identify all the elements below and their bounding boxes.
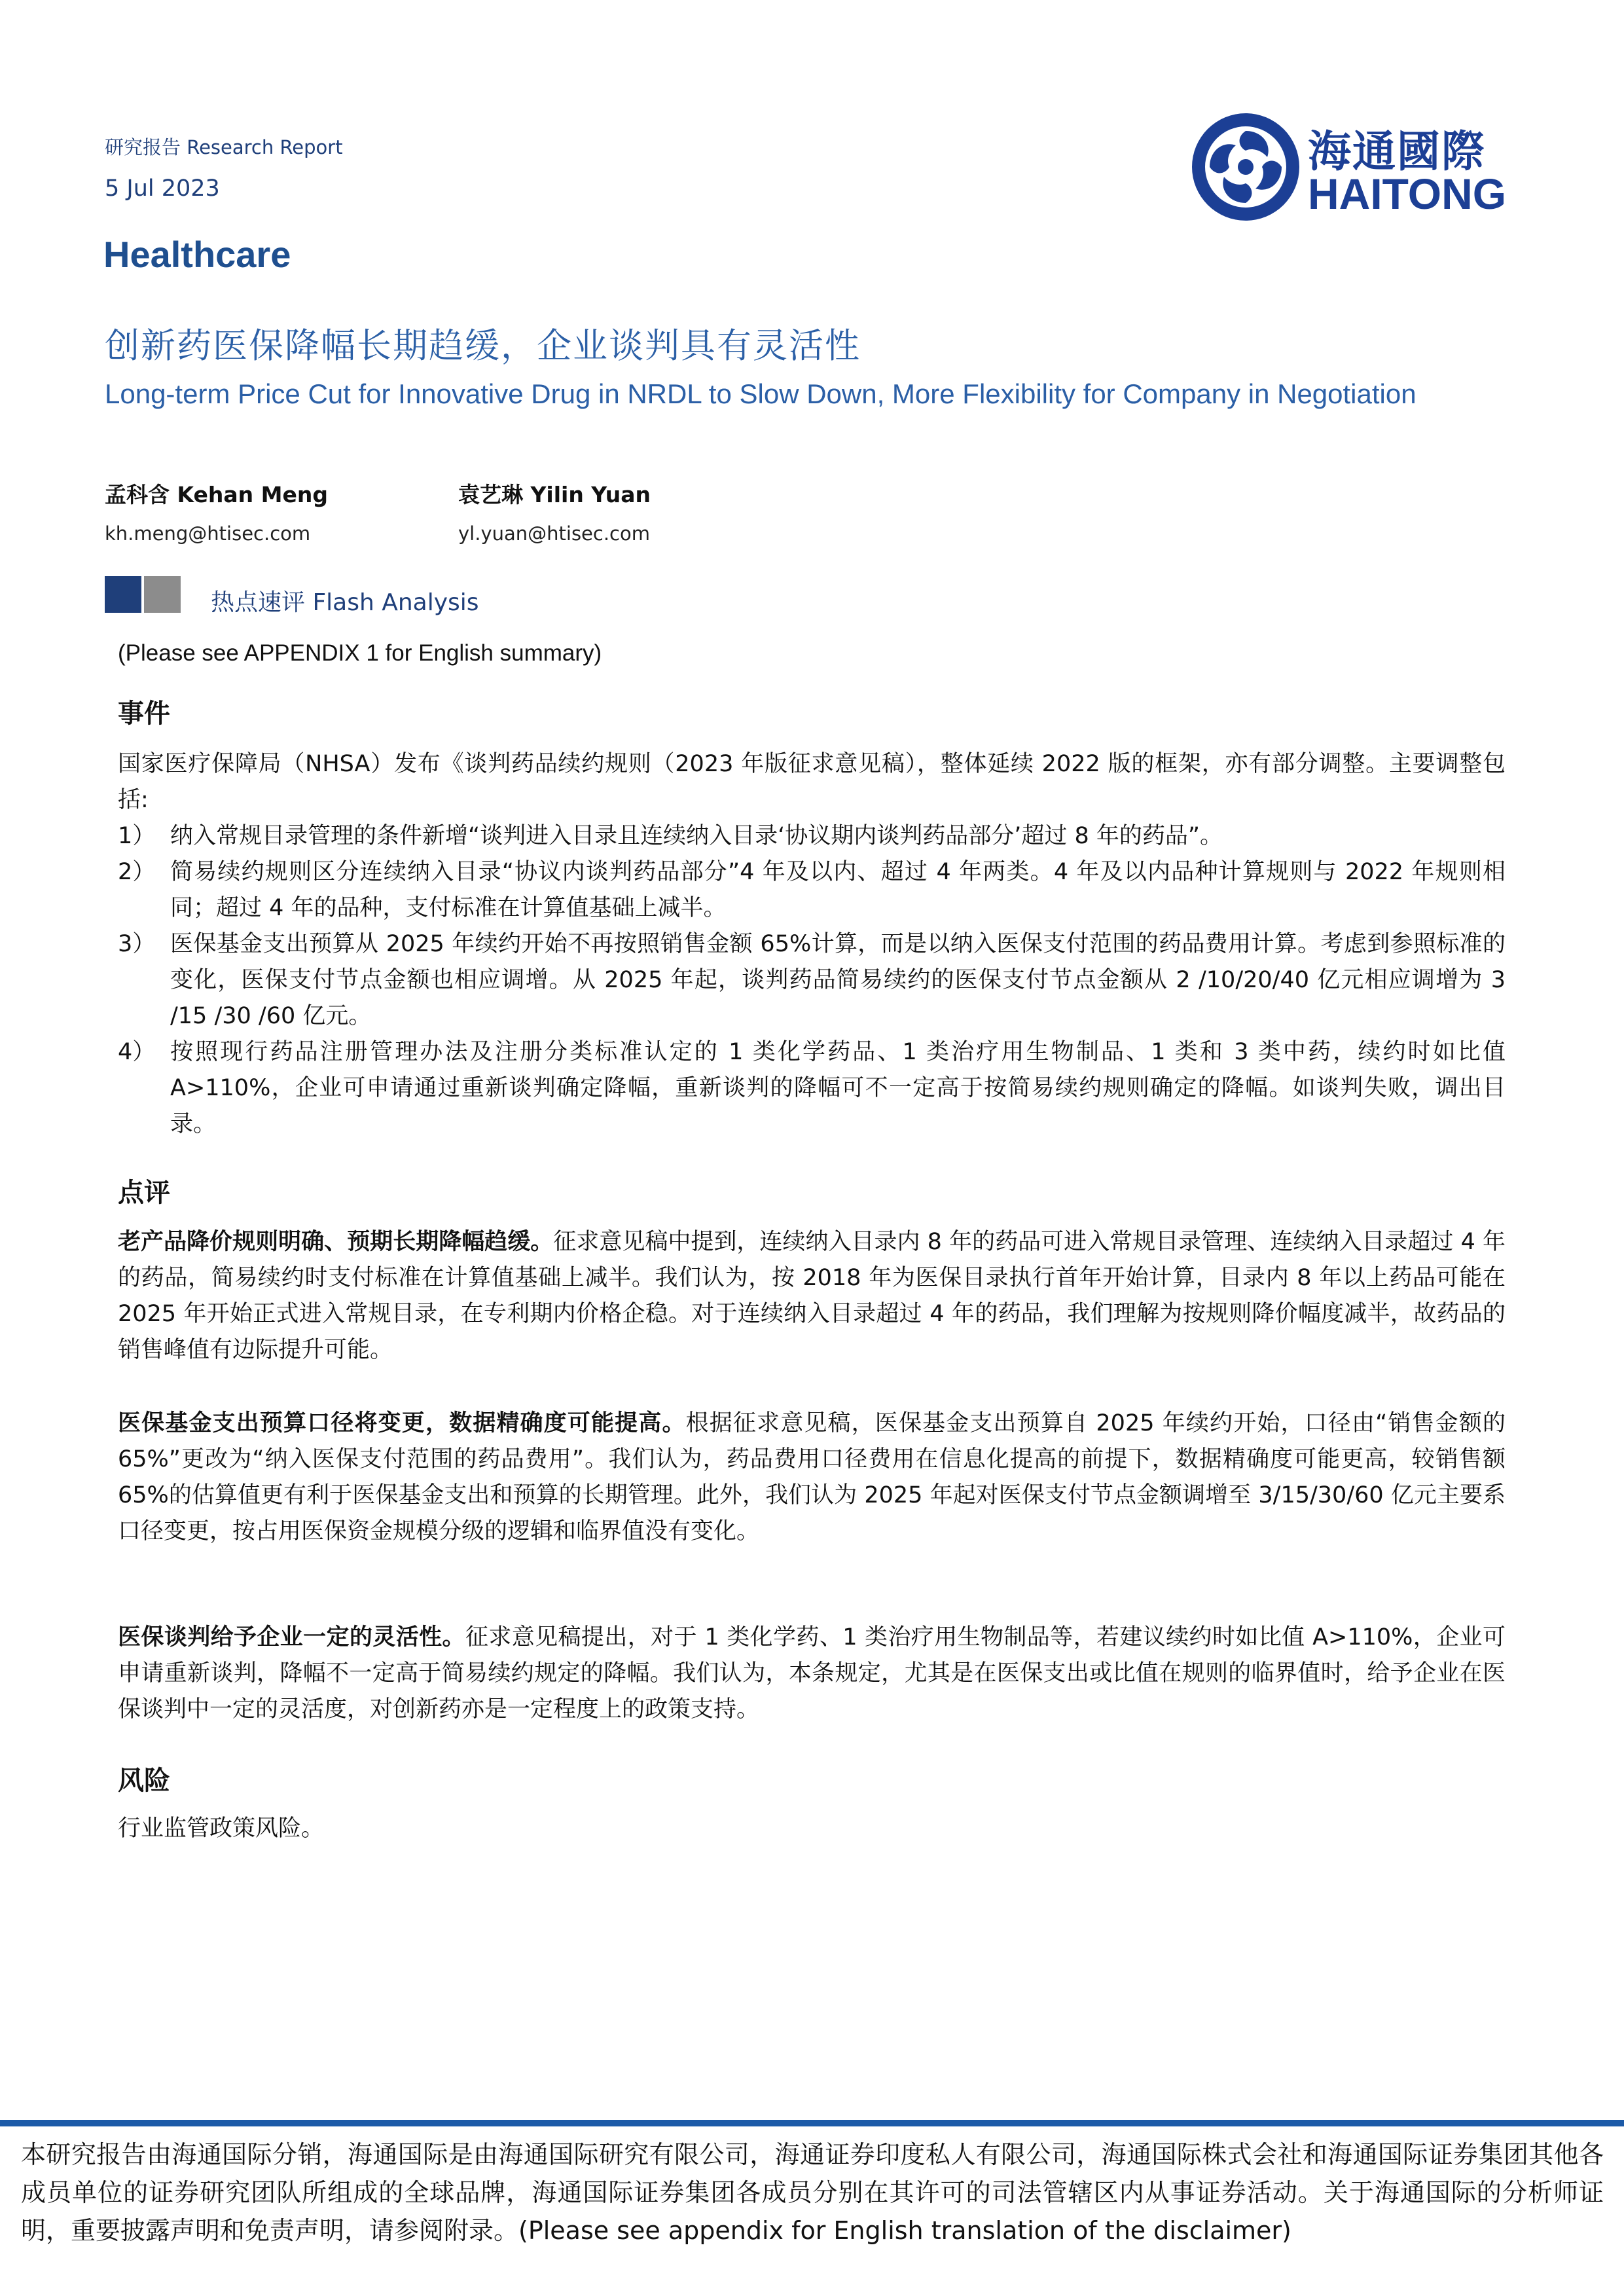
comment-paragraph-2 bbox=[118, 1406, 1506, 1550]
list-item bbox=[118, 854, 1506, 926]
sector-title: Healthcare bbox=[103, 234, 291, 275]
event-list bbox=[118, 818, 1506, 1142]
appendix-note: (Please see APPENDIX 1 for English summary) bbox=[118, 640, 602, 666]
paragraph-body: 根据征求意见稿，医保基金支出预算自 2025 年续约开始，口径由“销售金额的 65%”更改为“纳入医保支付范围的药品费用”。我们认为，药品费用口径费用在信息化提高的前提下，数据精确度可能更高，较销售额 65%的估算值更有利于医保基金支出和预算的长期管理。此外，我们认为 2025 年起对医保支付节点金额调增至 3/15/30/60 亿元主要系口径变更，按占用医保资金规模分级的逻辑和临界值没有变化。 bbox=[118, 1410, 1506, 1544]
event-intro: 国家医疗保障局（NHSA）发布《谈判药品续约规则（2023 年版征求意见稿），整体延续 2022 版的框架，亦有部分调整。主要调整包括: bbox=[118, 751, 1506, 813]
report-type: 研究报告 Research Report bbox=[105, 136, 343, 158]
author-name-1: 孟科含 Kehan Meng bbox=[105, 482, 328, 507]
paragraph-lead: 老产品降价规则明确、预期长期降幅趋缓。 bbox=[118, 1229, 554, 1255]
comment-paragraph-3 bbox=[118, 1620, 1506, 1728]
tag-marker-grey bbox=[144, 576, 181, 613]
paragraph-body: 征求意见稿提出，对于 1 类化学药、1 类治疗用生物制品等，若建议续约时如比值 A>110%，企业可申请重新谈判，降幅不一定高于简易续约规定的降幅。我们认为，本条规定，尤其是在医保支出或比值在规则的临界值时，给予企业在医保谈判中一定的灵活度，对创新药亦是一定程度上的政策支持。 bbox=[118, 1624, 1506, 1722]
risk-heading: 风险 bbox=[118, 1766, 170, 1796]
list-text: 简易续约规则区分连续纳入目录“协议内谈判药品部分”4 年及以内、超过 4 年两类。4 年及以内品种计算规则与 2022 年规则相同；超过 4 年的品种，支付标准在计算值基础上减半。 bbox=[170, 859, 1506, 921]
report-category-label: 热点速评 Flash Analysis bbox=[211, 589, 479, 616]
paragraph-lead: 医保谈判给予企业一定的灵活性。 bbox=[118, 1624, 465, 1650]
paragraph-body: 征求意见稿中提到，连续纳入目录内 8 年的药品可进入常规目录管理、连续纳入目录超过 4 年的药品，简易续约时支付标准在计算值基础上减半。我们认为，按 2018 年为医保目录执行首年开始计算，目录内 8 年以上药品可能在 2025 年开始正式进入常规目录，在专利期内价格企稳。对于连续纳入目录超过 4 年的药品，我们理解为按规则降价幅度减半，故药品的销售峰值有边际提升可能。 bbox=[118, 1229, 1506, 1363]
footer-rule bbox=[0, 2120, 1624, 2126]
haitong-logo bbox=[1190, 111, 1517, 223]
haitong-emblem-icon bbox=[1190, 111, 1301, 223]
list-number: 2） bbox=[118, 859, 156, 885]
list-text: 纳入常规目录管理的条件新增“谈判进入目录且连续纳入目录‘协议期内谈判药品部分’超过 8 年的药品”。 bbox=[170, 823, 1223, 849]
author-name-2: 袁艺琳 Yilin Yuan bbox=[458, 482, 651, 507]
report-title-en: Long-term Price Cut for Innovative Drug in NRDL to Slow Down, More Flexibility for Company in Negotiation bbox=[105, 378, 1416, 409]
logo-name-en: HAITONG bbox=[1308, 170, 1507, 218]
comment-paragraph-1 bbox=[118, 1224, 1506, 1368]
report-date: 5 Jul 2023 bbox=[105, 175, 220, 202]
report-title-cn: 创新药医保降幅长期趋缓，企业谈判具有灵活性 bbox=[105, 326, 861, 366]
logo-name-cn: 海通國際 bbox=[1308, 126, 1486, 177]
event-heading: 事件 bbox=[118, 699, 170, 729]
list-item bbox=[118, 1034, 1506, 1142]
list-text: 医保基金支出预算从 2025 年续约开始不再按照销售金额 65%计算，而是以纳入医保支付范围的药品费用计算。考虑到参照标准的变化，医保支付节点金额也相应调增。从 2025 年起，谈判药品简易续约的医保支付节点金额从 2 /10/20/40 亿元相应调增为 3 /15 /30 /60 亿元。 bbox=[170, 931, 1506, 1029]
list-number: 1） bbox=[118, 823, 156, 849]
list-text: 按照现行药品注册管理办法及注册分类标准认定的 1 类化学药品、1 类治疗用生物制品、1 类和 3 类中药，续约时如比值 A>110%，企业可申请通过重新谈判确定降幅，重新谈判的降幅可不一定高于按简易续约规则确定的降幅。如谈判失败，调出目录。 bbox=[170, 1039, 1506, 1137]
risk-text: 行业监管政策风险。 bbox=[118, 1815, 325, 1842]
author-email-2[interactable]: yl.yuan@htisec.com bbox=[458, 522, 650, 545]
tag-marker-dark bbox=[105, 576, 141, 613]
list-item bbox=[118, 818, 1506, 854]
paragraph-lead: 医保基金支出预算口径将变更，数据精确度可能提高。 bbox=[118, 1410, 686, 1436]
list-item bbox=[118, 926, 1506, 1034]
comment-heading: 点评 bbox=[118, 1178, 170, 1208]
list-number: 3） bbox=[118, 931, 156, 957]
list-number: 4） bbox=[118, 1039, 156, 1065]
author-email-1[interactable]: kh.meng@htisec.com bbox=[105, 522, 311, 545]
footer-disclaimer: 本研究报告由海通国际分销，海通国际是由海通国际研究有限公司，海通证券印度私人有限公司，海通国际株式会社和海通国际证券集团其他各成员单位的证券研究团队所组成的全球品牌，海通国际证券集团各成员分别在其许可的司法管辖区内从事证券活动。关于海通国际的分析师证明，重要披露声明和免责声明，请参阅附录。(Please see appendix for English translation of the disclaimer) bbox=[21, 2140, 1604, 2245]
